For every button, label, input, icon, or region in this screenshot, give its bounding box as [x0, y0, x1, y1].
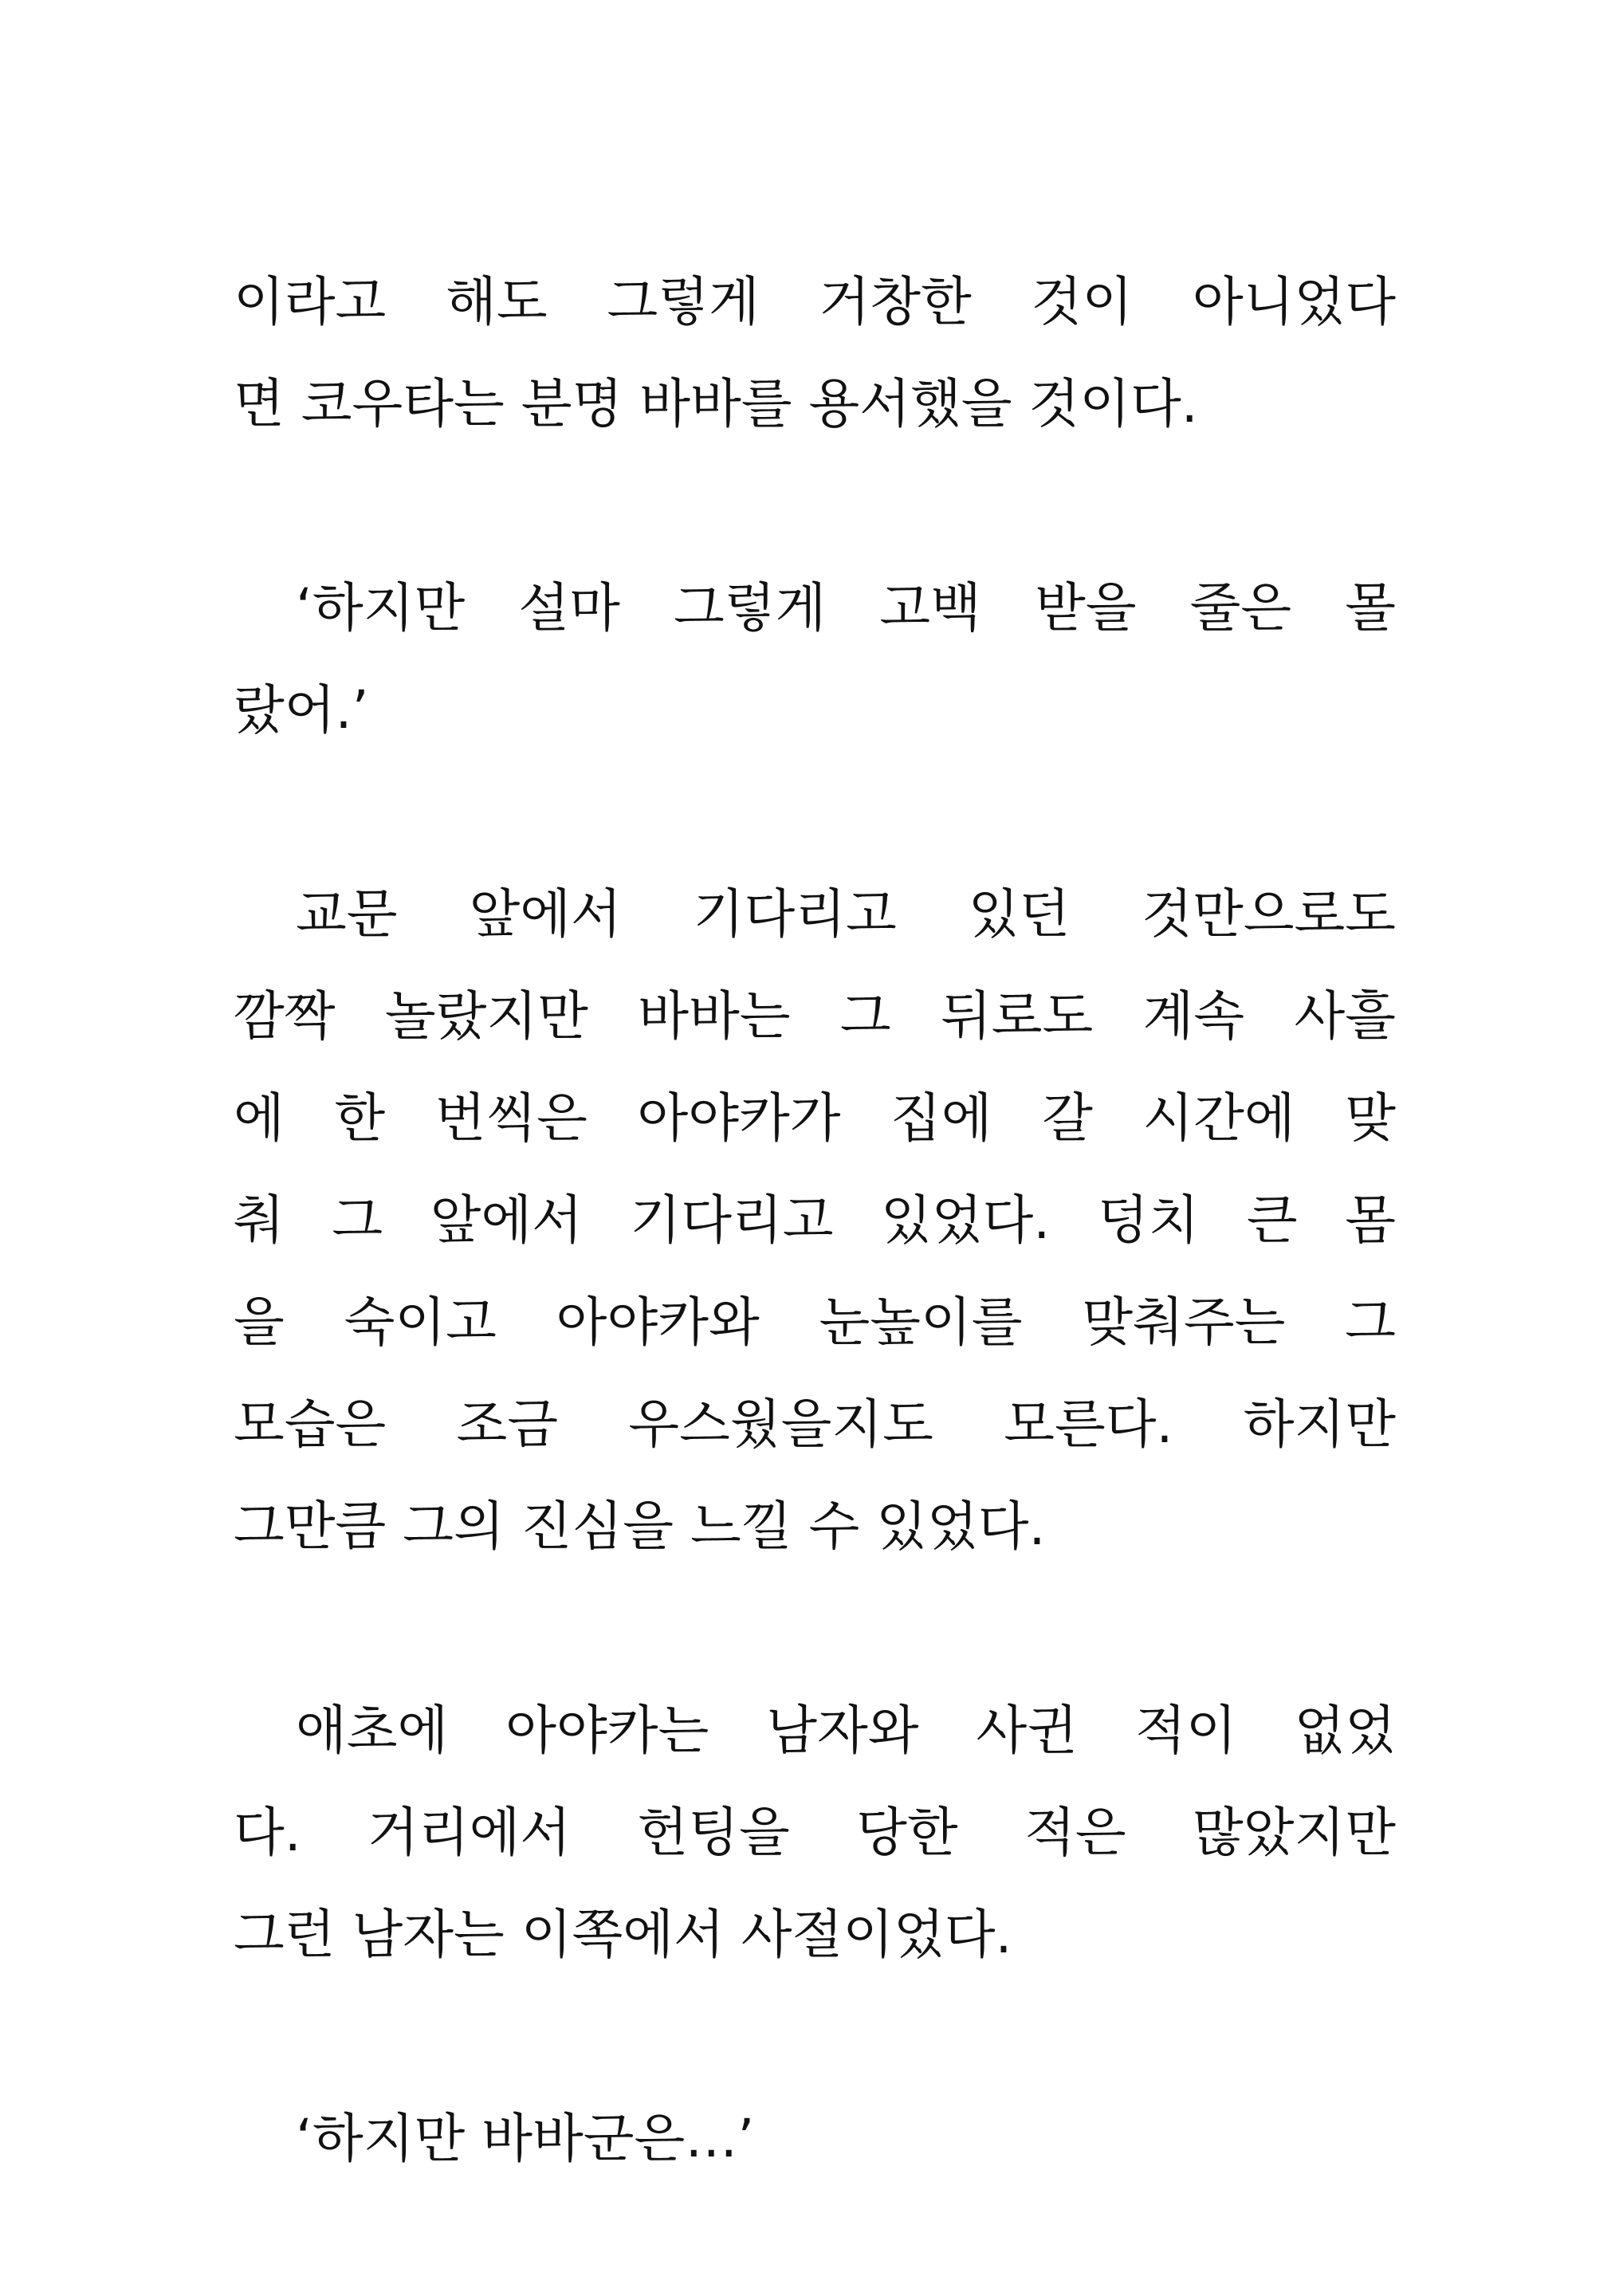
- text-line: 그만큼 그의 진심을 느낄 수 있었다.: [234, 1496, 1046, 1557]
- paragraph: [234, 2088, 1396, 2190]
- text-line: 교문 앞에서 기다리고 있던 것만으로도: [296, 883, 1396, 945]
- text-line: 을 숙이고 아야카와 눈높이를 맞춰주는 그: [234, 1292, 1396, 1353]
- text-line: 에 한 번씩은 아야카가 집에 갈 시간에 맞: [234, 1087, 1396, 1149]
- text-line: 다. 거리에서 헌팅을 당한 적은 많았지만: [234, 1802, 1396, 1863]
- paragraph: [234, 557, 1396, 761]
- paragraph: [234, 251, 1396, 455]
- text-line: 그런 남자는 이쪽에서 사절이었다.: [234, 1904, 1012, 1965]
- paragraph-spacer: [234, 455, 1396, 557]
- text-line: 랐어.’: [234, 679, 369, 741]
- body-text: [234, 251, 1396, 2190]
- text-line: 모습은 조금 우스웠을지도 모른다. 하지만: [234, 1394, 1396, 1455]
- paragraph-spacer: [234, 761, 1396, 863]
- text-line: 춰 그 앞에서 기다리고 있었다. 덩치 큰 몸: [234, 1189, 1396, 1251]
- text-line: 깜짝 놀랐지만 바바는 그 뒤로도 계속 사흘: [234, 985, 1396, 1047]
- paragraph: [234, 863, 1396, 1578]
- paragraph-spacer: [234, 1986, 1396, 2088]
- paragraph: [234, 1680, 1396, 1986]
- paragraph-spacer: [234, 1578, 1396, 1680]
- text-line: 면 코우타는 분명 바바를 용서했을 것이다.: [234, 373, 1198, 434]
- text-line: ‘하지만 설마 그렇게 고백 받을 줄은 몰: [296, 577, 1396, 639]
- text-line: 이라고 해도 그렇게 거창한 것이 아니었다: [234, 271, 1396, 332]
- text-line: 애초에 아야카는 남자와 사귄 적이 없었: [296, 1700, 1396, 1761]
- text-line: ‘하지만 바바군은…’: [296, 2108, 755, 2169]
